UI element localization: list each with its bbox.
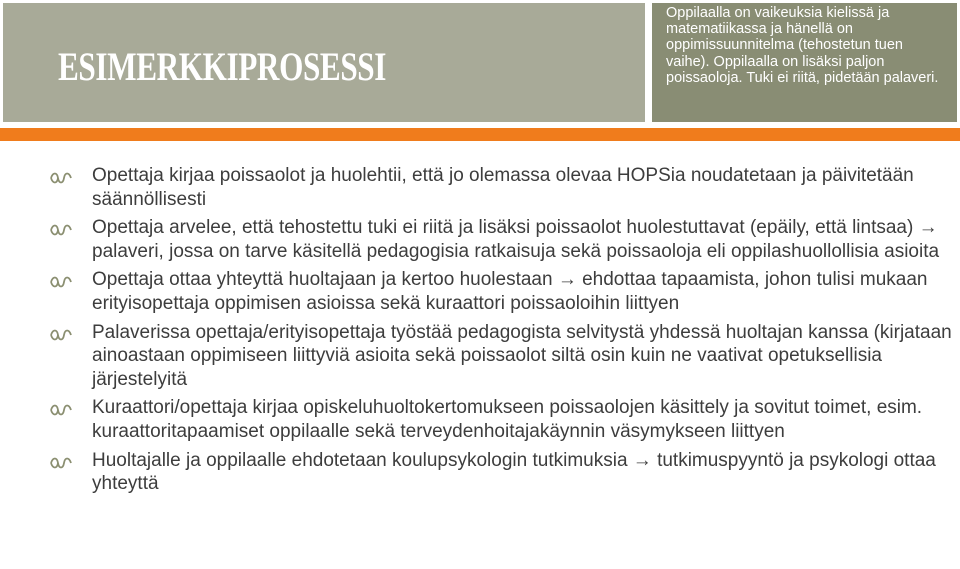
bullet-list <box>50 164 955 501</box>
bullet-text: Huoltajalle ja oppilaalle ehdotetaan koulupsykologin tutkimuksia → tutkimuspyyntö ja psykologi ottaa yhteyttä <box>92 449 936 495</box>
double-loop-bullet-icon <box>50 172 72 184</box>
double-loop-bullet-icon <box>50 224 72 236</box>
double-loop-bullet-icon <box>50 404 72 416</box>
bullet-text: Palaverissa opettaja/erityisopettaja työstää pedagogista selvitystä yhdessä huoltajan kanssa (kirjataan ainoastaan oppimiseen liittyviä asioita sekä poissaolot siltä osin kuin ne vaativat opetuksellisia järjestelyitä <box>92 321 952 390</box>
accent-bar <box>0 128 960 141</box>
bullet-item <box>50 216 955 263</box>
bullet-item <box>50 449 955 496</box>
case-note-text: Oppilaalla on vaikeuksia kielissä ja matematiikassa ja hänellä on oppimissuunnitelma (tehostetun tuen vaihe). Oppilaalla on lisäksi paljon poissaoloja. Tuki ei riitä, pidetään palaveri. <box>666 5 939 86</box>
double-loop-bullet-icon <box>50 276 72 288</box>
double-loop-bullet-icon <box>50 457 72 469</box>
bullet-item <box>50 396 955 443</box>
bullet-text: Kuraattori/opettaja kirjaa opiskeluhuoltokertomukseen poissaolojen käsittely ja sovitut toimet, esim. kuraattoritapaamiset oppilaalle sekä terveydenhoitajakäynnin väsymykseen liittyen <box>92 397 923 442</box>
bullet-item <box>50 268 955 315</box>
double-loop-bullet-icon <box>50 329 72 341</box>
bullet-item <box>50 164 955 211</box>
slide-title: ESIMERKKIPROSESSI <box>58 44 387 89</box>
bullet-item <box>50 321 955 392</box>
bullet-text: Opettaja arvelee, että tehostettu tuki ei riitä ja lisäksi poissaolot huolestuttavat (epäily, että lintsaa) → palaveri, jossa on tarve käsitellä pedagogisia ratkaisuja sekä poissaoloja eli oppilashuollollisia asioita <box>92 217 940 262</box>
bullet-text: Opettaja ottaa yhteyttä huoltajaan ja kertoo huolestaan → ehdottaa tapaamista, johon tulisi mukaan erityisopettaja oppimisen asioissa sekä kuraattori poissaoloihin liittyen <box>92 269 928 314</box>
title-panel <box>3 3 645 122</box>
case-note-panel <box>652 3 957 122</box>
bullet-text: Opettaja kirjaa poissaolot ja huolehtii, että jo olemassa olevaa HOPSia noudatetaan ja päivitetään säännöllisesti <box>92 165 914 210</box>
